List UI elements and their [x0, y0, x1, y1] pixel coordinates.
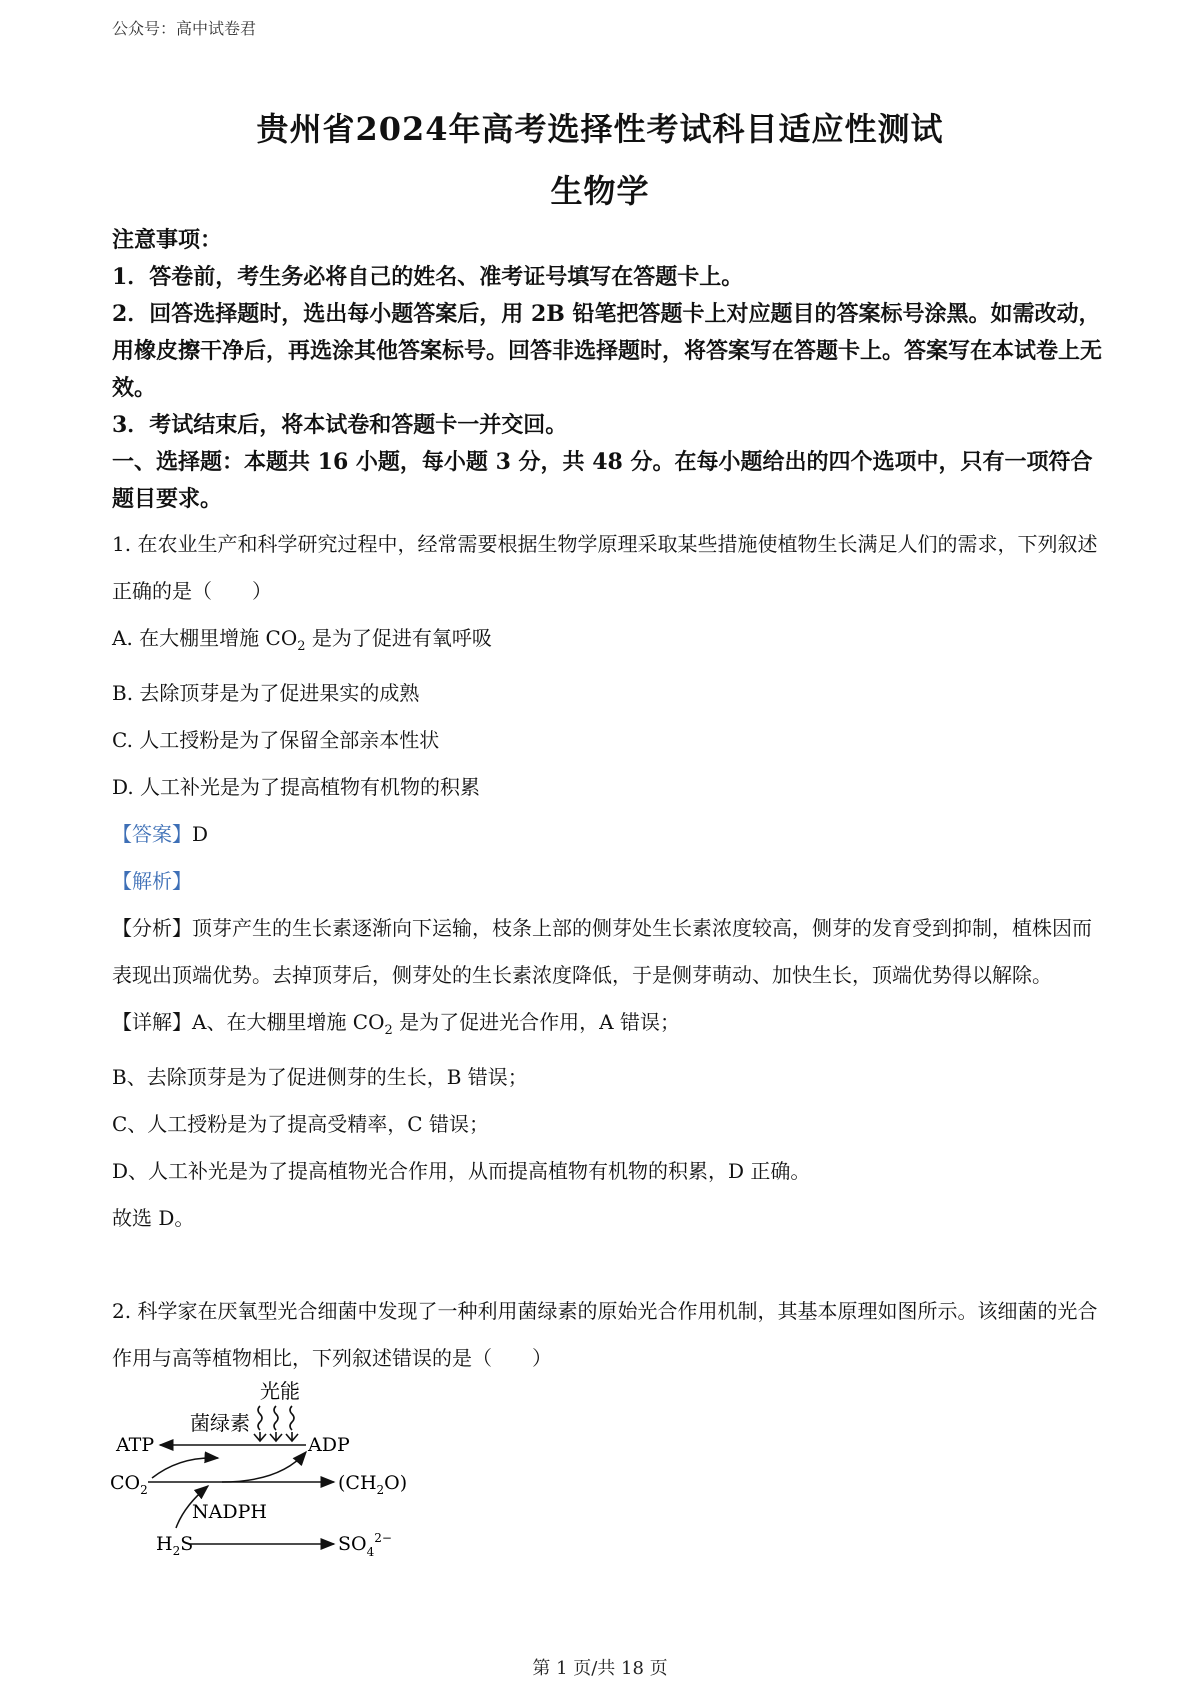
answer-value: D [192, 822, 209, 846]
light-arrow-3 [286, 1432, 298, 1441]
question-1 [112, 521, 1102, 1242]
h2s-label: $H_2S$ [156, 1533, 194, 1558]
conclusion: 故选 D。 [112, 1206, 195, 1230]
notice-section [112, 222, 1102, 518]
notice-heading: 注意事项： [112, 227, 223, 253]
option-a: A. 在大棚里增施 $CO_2$ 是为了促进有氧呼吸 [112, 626, 492, 654]
notice-item: 3．考试结束后，将本试卷和答题卡一并交回。 [112, 412, 568, 438]
detail-b: B、去除顶芽是为了促进侧芽的生长，B 错误； [112, 1065, 528, 1089]
subject-title: 生物学 [550, 172, 650, 210]
option-b: B. 去除顶芽是为了促进果实的成熟 [112, 681, 420, 705]
adp-regeneration-arc [222, 1452, 306, 1482]
page-number: 第 1 页/共 18 页 [532, 1658, 668, 1679]
adp-label: ADP [308, 1434, 350, 1456]
light-wave-3 [290, 1406, 294, 1430]
header-source-note: 公众号：高中试卷君 [112, 19, 257, 38]
nadph-label: NADPH [192, 1501, 267, 1523]
answer-tag: 【答案】 [112, 822, 192, 846]
detail-a: 【详解】A、在大棚里增施 $CO_2$ 是为了促进光合作用，A 错误； [112, 1010, 680, 1038]
detail-c: C、人工授粉是为了提高受精率，C 错误； [112, 1112, 489, 1136]
question-stem: 2. 科学家在厌氧型光合细菌中发现了一种利用菌绿素的原始光合作用机制，其基本原理如图所示。该细菌的光合作用与高等植物相比，下列叙述错误的是（ ） [112, 1299, 1098, 1370]
option-c: C. 人工授粉是为了保留全部亲本性状 [112, 728, 440, 752]
question-2 [112, 1288, 1102, 1382]
analysis-tag: 【解析】 [112, 869, 192, 893]
answer-line [112, 811, 1102, 858]
so4-label: $SO_4^{2-}$ [338, 1531, 392, 1558]
photosynthesis-diagram [110, 1378, 460, 1558]
atp-consumption-arc [152, 1458, 218, 1478]
atp-label: ATP [116, 1434, 155, 1456]
light-arrow-1 [254, 1432, 266, 1441]
option-d: D. 人工补光是为了提高植物有机物的积累 [112, 775, 481, 799]
pigment-label: 菌绿素 [190, 1411, 250, 1435]
notice-item: 2．回答选择题时，选出每小题答案后，用 2B 铅笔把答题卡上对应题目的答案标号涂黑。如需改动，用橡皮擦干净后，再选涂其他答案标号。回答非选择题时，将答案写在答题卡上。答案写在本试卷上无效。 [112, 301, 1103, 401]
light-arrow-2 [270, 1432, 282, 1441]
light-energy-label: 光能 [260, 1379, 300, 1403]
section-heading: 一、选择题：本题共 16 小题，每小题 3 分，共 48 分。在每小题给出的四个选项中，只有一项符合题目要求。 [112, 449, 1093, 512]
detail-d: D、人工补光是为了提高植物光合作用，从而提高植物有机物的积累，D 正确。 [112, 1159, 811, 1183]
notice-item: 1．答卷前，考生务必将自己的姓名、准考证号填写在答题卡上。 [112, 264, 744, 290]
co2-label: $CO_2$ [110, 1472, 148, 1497]
light-wave-1 [258, 1406, 262, 1430]
light-wave-2 [274, 1406, 278, 1430]
exam-title: 贵州省2024年高考选择性考试科目适应性测试 [256, 110, 944, 148]
question-stem: 1. 在农业生产和科学研究过程中，经常需要根据生物学原理采取某些措施使植物生长满足人们的需求，下列叙述正确的是（ ） [112, 532, 1098, 603]
ch2o-label: $(CH_2O)$ [338, 1472, 408, 1497]
analysis-text: 【分析】顶芽产生的生长素逐渐向下运输，枝条上部的侧芽处生长素浓度较高，侧芽的发育受到抑制，植株因而表现出顶端优势。去掉顶芽后，侧芽处的生长素浓度降低，于是侧芽萌动、加快生长，顶端优势得以解除。 [112, 916, 1092, 987]
